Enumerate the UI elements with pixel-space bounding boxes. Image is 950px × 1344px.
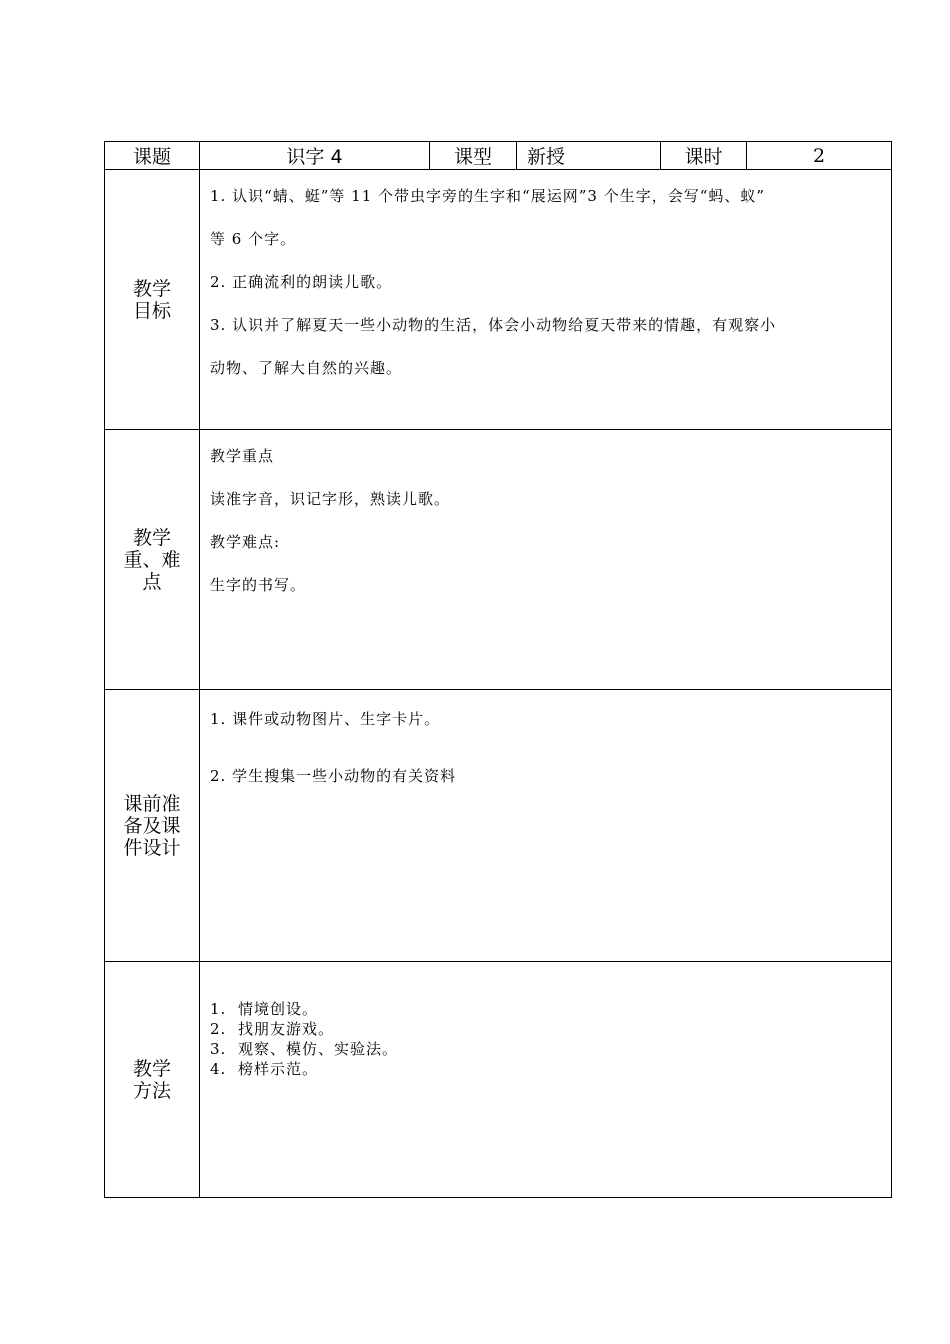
preparation-row xyxy=(105,690,892,962)
key-points-label: 教学 重、难 点 xyxy=(105,430,200,690)
method-item: 3. 观察、模仿、实验法。 xyxy=(210,1040,399,1058)
key-point-line: 教学难点: xyxy=(210,533,281,551)
methods-label: 教学 方法 xyxy=(105,962,200,1198)
method-item: 1. 情境创设。 xyxy=(210,1000,319,1018)
objective-line: 等 6 个字。 xyxy=(210,230,297,248)
preparation-item: 2. 学生搜集一些小动物的有关资料 xyxy=(210,767,457,785)
methods-row xyxy=(105,962,892,1198)
lesson-plan-table xyxy=(104,141,892,1198)
key-points-content xyxy=(200,430,892,690)
key-point-line: 生字的书写。 xyxy=(210,576,307,594)
period-value: 2 xyxy=(747,142,892,170)
method-item: 2. 找朋友游戏。 xyxy=(210,1020,335,1038)
objectives-content xyxy=(200,170,892,430)
period-label: 课时 xyxy=(661,142,747,170)
header-row xyxy=(105,142,892,170)
preparation-item: 1. 课件或动物图片、生字卡片。 xyxy=(210,710,441,728)
key-points-row xyxy=(105,430,892,690)
topic-label: 课题 xyxy=(105,142,200,170)
key-point-line: 读准字音，识记字形，熟读儿歌。 xyxy=(210,490,451,508)
objective-line: 2. 正确流利的朗读儿歌。 xyxy=(210,273,393,291)
methods-list xyxy=(210,999,891,1079)
objectives-label: 教学 目标 xyxy=(105,170,200,430)
type-value: 新授 xyxy=(517,142,661,170)
objectives-row xyxy=(105,170,892,430)
methods-content xyxy=(200,962,892,1198)
objective-line: 3. 认识并了解夏天一些小动物的生活，体会小动物给夏天带来的情趣，有观察小 xyxy=(210,316,777,334)
preparation-content xyxy=(200,690,892,962)
key-point-line: 教学重点 xyxy=(210,447,275,465)
preparation-label: 课前准 备及课 件设计 xyxy=(105,690,200,962)
objective-line: 1. 认识“蜻、蜓”等 11 个带虫字旁的生字和“展运网”3 个生字，会写“蚂、蚁” xyxy=(210,187,766,205)
objective-line: 动物、了解大自然的兴趣。 xyxy=(210,359,403,377)
type-label: 课型 xyxy=(430,142,517,170)
topic-value: 识字 4 xyxy=(200,142,430,170)
method-item: 4. 榜样示范。 xyxy=(210,1060,319,1078)
